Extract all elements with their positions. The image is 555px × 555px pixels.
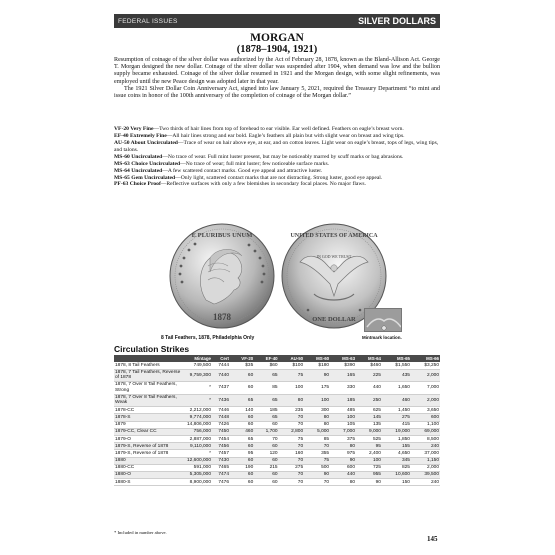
grade-desc: —Two thirds of hair lines from top of forehead to ear visible. Ear well defined. Feathers on eagle’s breast worn. bbox=[153, 126, 404, 132]
table-cell: 2,800 bbox=[279, 428, 305, 435]
table-cell: 7450 bbox=[212, 428, 230, 435]
table-cell: 7426 bbox=[212, 421, 230, 428]
table-cell: 2,400 bbox=[356, 450, 382, 457]
table-cell: 2,212,000 bbox=[184, 407, 212, 414]
col-header-cert: Cert bbox=[212, 355, 230, 362]
grade-term: MS-60 Uncirculated bbox=[114, 153, 163, 160]
table-cell: 140 bbox=[230, 407, 254, 414]
grade-desc: —All hair lines strong and ear bold. Eagle’s feathers all plain but with slight wear on breast and wing tips. bbox=[166, 132, 405, 139]
table-cell: 60 bbox=[254, 443, 278, 450]
table-row bbox=[114, 479, 440, 486]
grade-item bbox=[114, 154, 440, 161]
table-cell: 440 bbox=[356, 382, 382, 395]
table-cell: 39,500 bbox=[411, 471, 440, 478]
table-cell: 485 bbox=[330, 407, 356, 414]
table-cell: 65 bbox=[254, 369, 278, 382]
table-cell-variety: 1878, 7 Over 8 Tail Feathers, Strong bbox=[114, 382, 184, 395]
circulation-strikes-heading: Circulation Strikes bbox=[114, 344, 190, 354]
table-cell: 90 bbox=[356, 479, 382, 486]
mintmark-detail-graphic bbox=[365, 309, 402, 332]
table-cell: 7430 bbox=[212, 457, 230, 464]
table-cell: 70 bbox=[304, 443, 330, 450]
table-cell: 75 bbox=[304, 457, 330, 464]
table-cell: 8,900,000 bbox=[184, 479, 212, 486]
table-cell: 10,600 bbox=[382, 471, 411, 478]
table-cell: 250 bbox=[356, 394, 382, 407]
table-row bbox=[114, 414, 440, 421]
table-cell: 1,700 bbox=[254, 428, 278, 435]
col-header-ms60: MS-60 bbox=[304, 355, 330, 362]
table-cell: 80 bbox=[304, 414, 330, 421]
table-cell: 7474 bbox=[212, 471, 230, 478]
table-cell: 190 bbox=[230, 464, 254, 471]
table-cell: 3,650 bbox=[411, 407, 440, 414]
table-cell: 85 bbox=[304, 435, 330, 442]
table-cell: 60 bbox=[254, 457, 278, 464]
table-cell: 7446 bbox=[212, 407, 230, 414]
table-cell-variety: 1878, 7 Tail Feathers, Reverse of 1878 bbox=[114, 369, 184, 382]
table-cell: 725 bbox=[356, 464, 382, 471]
table-cell: 90 bbox=[304, 369, 330, 382]
table-cell: 7465 bbox=[212, 464, 230, 471]
grade-item bbox=[114, 140, 440, 153]
table-cell: 60 bbox=[230, 479, 254, 486]
table-cell: 4,650 bbox=[382, 450, 411, 457]
table-cell: 80 bbox=[279, 394, 305, 407]
table-row bbox=[114, 362, 440, 369]
table-cell: 591,000 bbox=[184, 464, 212, 471]
table-cell: 7454 bbox=[212, 435, 230, 442]
table-cell: 7436 bbox=[212, 394, 230, 407]
table-cell: 355 bbox=[304, 450, 330, 457]
page-subtitle: (1878–1904, 1921) bbox=[236, 44, 318, 55]
table-cell: 80 bbox=[330, 479, 356, 486]
grade-item bbox=[114, 133, 440, 140]
grade-desc: —Trace of wear on hair above eye, at ear, and on cotton leaves. Light wear on eagle’s breast, tops of legs, wing tips, and talons. bbox=[114, 139, 439, 153]
table-cell: 975 bbox=[330, 450, 356, 457]
table-cell: 70 bbox=[279, 443, 305, 450]
table-cell: 240 bbox=[411, 479, 440, 486]
table-cell: 215 bbox=[254, 464, 278, 471]
category-label: SILVER DOLLARS bbox=[358, 16, 436, 26]
coin-caption: 8 Tail Feathers, 1878, Philadelphia Only bbox=[161, 335, 255, 341]
table-cell: 80 bbox=[304, 421, 330, 428]
table-cell: 5,000 bbox=[304, 428, 330, 435]
table-cell: 14,806,000 bbox=[184, 421, 212, 428]
table-cell: 120 bbox=[254, 450, 278, 457]
table-cell: * bbox=[184, 450, 212, 457]
table-cell: 70 bbox=[279, 421, 305, 428]
table-cell: 75 bbox=[279, 369, 305, 382]
table-cell: 65 bbox=[230, 394, 254, 407]
col-header-ms64: MS-64 bbox=[356, 355, 382, 362]
table-cell-variety: 1880-O bbox=[114, 471, 184, 478]
obverse-legend: E PLURIBUS UNUM bbox=[191, 232, 253, 239]
table-cell: 375 bbox=[330, 435, 356, 442]
table-cell: 70 bbox=[304, 479, 330, 486]
table-cell: 955 bbox=[356, 471, 382, 478]
table-cell-variety: 1880-S bbox=[114, 479, 184, 486]
table-cell: 12,600,000 bbox=[184, 457, 212, 464]
table-cell: 60 bbox=[230, 443, 254, 450]
table-cell: 240 bbox=[411, 443, 440, 450]
col-header-au50: AU-50 bbox=[279, 355, 305, 362]
table-cell: 95 bbox=[230, 450, 254, 457]
table-cell: $460 bbox=[356, 362, 382, 369]
table-cell: 415 bbox=[382, 421, 411, 428]
grade-term: MS-64 Uncirculated bbox=[114, 167, 163, 174]
table-cell: $3,250 bbox=[411, 362, 440, 369]
table-row bbox=[114, 394, 440, 407]
table-cell: 1,100 bbox=[411, 421, 440, 428]
table-cell: * bbox=[184, 394, 212, 407]
table-cell: 60 bbox=[230, 369, 254, 382]
table-cell: 100 bbox=[279, 382, 305, 395]
col-header-vf20: VF-20 bbox=[230, 355, 254, 362]
coin-illustrations bbox=[114, 222, 440, 344]
reverse-denomination: ONE DOLLAR bbox=[312, 316, 356, 323]
table-cell-variety: 1879-S, Reverse of 1878 bbox=[114, 450, 184, 457]
table-cell: 7448 bbox=[212, 414, 230, 421]
table-cell: 625 bbox=[356, 407, 382, 414]
col-header-ef40: EF-40 bbox=[254, 355, 278, 362]
table-cell: 9,759,300 bbox=[184, 369, 212, 382]
table-cell-variety: 1879 bbox=[114, 421, 184, 428]
table-cell: 90 bbox=[330, 457, 356, 464]
table-cell: 1,850 bbox=[382, 435, 411, 442]
price-table bbox=[114, 355, 440, 486]
table-cell-variety: 1879-S, Reverse of 1878 bbox=[114, 443, 184, 450]
table-cell: 275 bbox=[279, 464, 305, 471]
table-cell: 9,000 bbox=[356, 428, 382, 435]
reverse-motto: IN GOD WE TRUST bbox=[316, 254, 352, 259]
table-cell: 80 bbox=[330, 443, 356, 450]
table-cell: 345 bbox=[382, 457, 411, 464]
intro-paragraph-1: Resumption of coinage of the silver dollar was authorized by the Act of February 28, 1878, known as the Bland-Allison Act. George T. Morgan designed the new dollar. Coinage of the silver dollar was suspended after 1904, when demand was low and the bullion supply became exhausted. Coinage of the silver dollar resumed in 1921 and the Morgan design, with some slight refinements, was employed until the new Peace design was adopted later in that year. bbox=[114, 57, 440, 85]
table-cell: 825 bbox=[382, 464, 411, 471]
table-cell: 600 bbox=[411, 414, 440, 421]
reverse-legend: UNITED STATES OF AMERICA bbox=[290, 233, 378, 239]
table-cell: 7456 bbox=[212, 443, 230, 450]
table-cell: 37,000 bbox=[411, 450, 440, 457]
table-row bbox=[114, 450, 440, 457]
table-cell: 9,774,000 bbox=[184, 414, 212, 421]
table-cell: 150 bbox=[382, 479, 411, 486]
table-cell: 9,110,000 bbox=[184, 443, 212, 450]
table-cell: 60 bbox=[230, 382, 254, 395]
table-cell: 165 bbox=[330, 369, 356, 382]
table-cell: 70 bbox=[254, 435, 278, 442]
table-cell: 60 bbox=[254, 421, 278, 428]
coin-date: 1878 bbox=[213, 312, 231, 322]
obverse-coin-image bbox=[168, 222, 276, 330]
table-cell: 175 bbox=[304, 382, 330, 395]
intro-text bbox=[114, 57, 440, 100]
table-cell: 600 bbox=[330, 464, 356, 471]
grade-item bbox=[114, 126, 440, 133]
intro-paragraph-2: The 1921 Silver Dollar Coin Anniversary Act, signed into law January 5, 2021, required the Treasury Department “to mint and issue coins in honor of the 100th anniversary of the completion of coinage of the Morgan dollar.” bbox=[114, 85, 440, 100]
table-cell-variety: 1879-CC, Clear CC bbox=[114, 428, 184, 435]
table-cell: 460 bbox=[382, 394, 411, 407]
grade-term: VF-20 Very Fine bbox=[114, 126, 154, 132]
grade-term: PF-63 Choice Proof bbox=[114, 181, 161, 188]
grade-term: MS-63 Choice Uncirculated bbox=[114, 160, 181, 167]
table-cell: 90 bbox=[304, 471, 330, 478]
table-cell: 65 bbox=[254, 394, 278, 407]
table-cell: 95 bbox=[356, 443, 382, 450]
table-cell-variety: 1878-CC bbox=[114, 407, 184, 414]
table-cell: 65 bbox=[230, 435, 254, 442]
table-cell: 756,000 bbox=[184, 428, 212, 435]
table-cell: 60 bbox=[230, 421, 254, 428]
table-cell: 330 bbox=[330, 382, 356, 395]
mintmark-caption: Mintmark location. bbox=[362, 335, 402, 340]
col-header-variety bbox=[114, 355, 184, 362]
table-cell: $1,550 bbox=[382, 362, 411, 369]
table-cell: 65 bbox=[254, 414, 278, 421]
table-cell: 7437 bbox=[212, 382, 230, 395]
table-cell: 2,000 bbox=[411, 464, 440, 471]
table-footnote: * Included in number above. bbox=[114, 530, 167, 535]
table-cell: 185 bbox=[330, 394, 356, 407]
table-cell: 300 bbox=[304, 407, 330, 414]
table-cell: $35 bbox=[230, 362, 254, 369]
page-number: 145 bbox=[427, 535, 438, 543]
mintmark-detail-image bbox=[364, 308, 402, 332]
table-cell: 1,450 bbox=[382, 407, 411, 414]
table-cell: 275 bbox=[382, 414, 411, 421]
section-label: FEDERAL ISSUES bbox=[118, 17, 178, 25]
table-row bbox=[114, 443, 440, 450]
table-cell: 1,150 bbox=[411, 457, 440, 464]
table-cell: 7440 bbox=[212, 369, 230, 382]
table-cell-variety: 1878-S bbox=[114, 414, 184, 421]
table-cell: 225 bbox=[356, 369, 382, 382]
table-cell: 100 bbox=[356, 457, 382, 464]
col-header-mintage: Mintage bbox=[184, 355, 212, 362]
table-cell: 185 bbox=[254, 407, 278, 414]
table-cell: 69,000 bbox=[411, 428, 440, 435]
grade-desc: —No trace of wear. Full mint luster present, but may be noticeably marred by scuff marks or bag abrasions. bbox=[162, 153, 404, 160]
table-cell: 7476 bbox=[212, 479, 230, 486]
table-cell: 7457 bbox=[212, 450, 230, 457]
table-cell-variety: 1878, 7 Over 8 Tail Feathers, Weak bbox=[114, 394, 184, 407]
table-row bbox=[114, 464, 440, 471]
table-header-row bbox=[114, 355, 440, 362]
table-cell: 525 bbox=[356, 435, 382, 442]
table-cell: 440 bbox=[330, 471, 356, 478]
table-cell: 749,500 bbox=[184, 362, 212, 369]
col-header-ms65: MS-65 bbox=[382, 355, 411, 362]
table-cell: 160 bbox=[279, 450, 305, 457]
table-cell: 1,650 bbox=[382, 382, 411, 395]
table-cell: 2,000 bbox=[411, 394, 440, 407]
table-cell-variety: 1880-CC bbox=[114, 464, 184, 471]
table-cell: 105 bbox=[330, 421, 356, 428]
page-title: MORGAN bbox=[250, 32, 304, 44]
grade-desc: —No trace of wear; full mint luster; few noticeable surface marks. bbox=[180, 160, 330, 167]
table-cell: 460 bbox=[230, 428, 254, 435]
grade-term: AU-50 About Uncirculated bbox=[114, 139, 178, 146]
table-cell: $60 bbox=[254, 362, 278, 369]
table-cell: 60 bbox=[230, 414, 254, 421]
table-cell-variety: 1879-O bbox=[114, 435, 184, 442]
table-cell-variety: 1880 bbox=[114, 457, 184, 464]
table-cell: $180 bbox=[304, 362, 330, 369]
table-cell: 7444 bbox=[212, 362, 230, 369]
table-row bbox=[114, 457, 440, 464]
table-cell: 8,500 bbox=[411, 435, 440, 442]
grading-list bbox=[114, 126, 440, 188]
table-row bbox=[114, 435, 440, 442]
col-header-ms63: MS-63 bbox=[330, 355, 356, 362]
table-cell: 155 bbox=[382, 443, 411, 450]
table-cell: 435 bbox=[382, 369, 411, 382]
table-cell: $390 bbox=[330, 362, 356, 369]
table-cell: 85 bbox=[254, 382, 278, 395]
grade-term: MS-65 Gem Uncirculated bbox=[114, 174, 176, 181]
table-row bbox=[114, 407, 440, 414]
page-header-bar bbox=[114, 14, 440, 28]
grade-term: EF-40 Extremely Fine bbox=[114, 132, 167, 139]
grade-desc: —Reflective surfaces with only a few blemishes in secondary focal places. No major flaws. bbox=[160, 181, 367, 188]
grade-desc: —Only light, scattered contact marks that are not distracting. Strong luster, good eye appeal. bbox=[175, 174, 383, 181]
table-cell: 70 bbox=[279, 414, 305, 421]
table-row bbox=[114, 382, 440, 395]
table-cell: 19,000 bbox=[382, 428, 411, 435]
table-body bbox=[114, 362, 440, 486]
table-cell: 235 bbox=[279, 407, 305, 414]
table-cell: 145 bbox=[356, 414, 382, 421]
table-cell: 75 bbox=[279, 435, 305, 442]
table-cell: 500 bbox=[304, 464, 330, 471]
table-row bbox=[114, 421, 440, 428]
table-cell: 7,000 bbox=[411, 382, 440, 395]
table-cell-variety: 1878, 8 Tail Feathers bbox=[114, 362, 184, 369]
table-cell: 7,000 bbox=[330, 428, 356, 435]
table-cell: 100 bbox=[304, 394, 330, 407]
table-cell: 60 bbox=[254, 471, 278, 478]
table-cell: 100 bbox=[330, 414, 356, 421]
table-cell: 60 bbox=[254, 479, 278, 486]
col-header-ms66: MS-66 bbox=[411, 355, 440, 362]
table-cell: 70 bbox=[279, 479, 305, 486]
table-cell: $100 bbox=[279, 362, 305, 369]
table-row bbox=[114, 369, 440, 382]
table-row bbox=[114, 471, 440, 478]
table-cell: * bbox=[184, 382, 212, 395]
table-cell: 135 bbox=[356, 421, 382, 428]
grade-item bbox=[114, 168, 440, 175]
table-cell: 70 bbox=[279, 457, 305, 464]
table-cell: 60 bbox=[230, 471, 254, 478]
table-cell: 60 bbox=[230, 457, 254, 464]
table-cell: 2,887,000 bbox=[184, 435, 212, 442]
table-cell: 5,305,000 bbox=[184, 471, 212, 478]
grade-item bbox=[114, 181, 440, 188]
grade-item bbox=[114, 161, 440, 168]
grade-desc: —A few scattered contact marks. Good eye appeal and attractive luster. bbox=[162, 167, 323, 174]
table-cell: 2,000 bbox=[411, 369, 440, 382]
table-cell: 70 bbox=[279, 471, 305, 478]
table-row bbox=[114, 428, 440, 435]
